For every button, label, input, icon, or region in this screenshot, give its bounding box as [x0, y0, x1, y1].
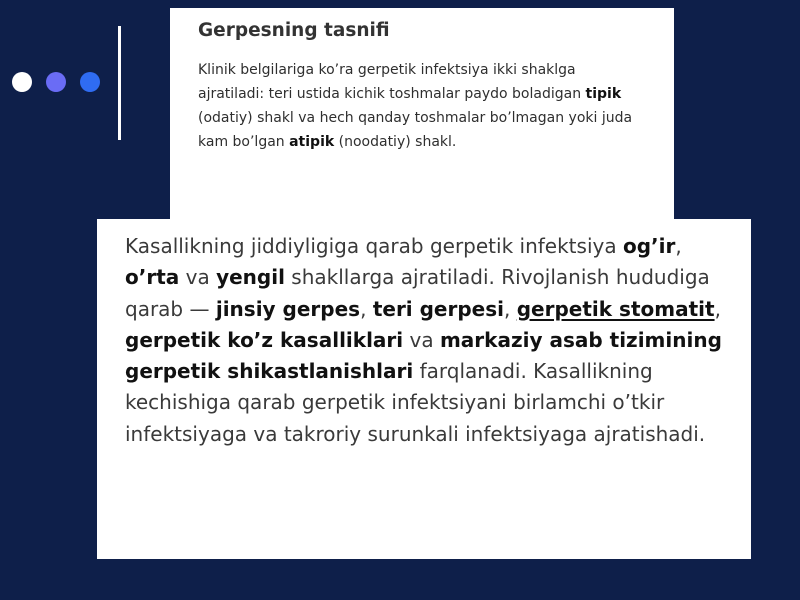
term-tipik: tipik	[585, 86, 622, 102]
term-atipik: atipik	[289, 134, 335, 150]
text-segment: Klinik belgilariga ko’ra gerpetik infektsiya ikki shaklga ajratiladi: teri ustida kichik toshmalar paydo boladigan	[198, 62, 586, 102]
card-title: Gerpesning tasnifi	[198, 20, 390, 41]
text-segment: ,	[714, 296, 721, 321]
text-segment: va	[403, 327, 440, 352]
classification-card	[170, 8, 674, 223]
text-segment: farqlanadi. Kasallikning kechishiga qarab gerpetik infektsiyani birlamchi o’tkir infektsiyaga va takroriy surunkali infektsiyaga ajratishadi.	[125, 359, 706, 446]
dot-white	[12, 72, 32, 92]
severity-paragraph	[125, 231, 727, 450]
text-segment: (noodatiy) shakl.	[334, 134, 457, 150]
term-koz-kasalliklari: gerpetik ko’z kasalliklari	[125, 327, 404, 352]
term-ogir: og’ir	[622, 234, 676, 258]
text-segment: va	[179, 265, 217, 290]
text-segment: ,	[504, 296, 517, 321]
term-yengil: yengil	[216, 265, 285, 290]
text-segment: ,	[675, 234, 682, 258]
decorative-dots	[12, 72, 100, 92]
dot-purple	[46, 72, 66, 92]
vertical-divider	[118, 26, 121, 140]
gerpetik-stomatit-link[interactable]: gerpetik stomatit	[516, 296, 715, 321]
term-orta: o’rta	[125, 265, 180, 290]
card-paragraph	[198, 58, 646, 154]
text-segment: shakllarga ajratiladi. Rivojlanish hududiga qarab —	[125, 265, 710, 321]
text-segment: (odatiy) shakl va hech qanday toshmalar bo’lmagan yoki juda kam bo’lgan	[198, 110, 633, 150]
severity-card	[97, 219, 751, 559]
text-segment: ,	[360, 296, 373, 321]
dot-blue	[80, 72, 100, 92]
term-teri-gerpesi: teri gerpesi	[372, 296, 505, 321]
text-segment: Kasallikning jiddiyligiga qarab gerpetik infektsiya	[125, 234, 623, 258]
term-jinsiy-gerpes: jinsiy gerpes	[215, 296, 361, 321]
term-asab-tizimi: markaziy asab tizimining gerpetik shikastlanishlari	[125, 327, 722, 384]
